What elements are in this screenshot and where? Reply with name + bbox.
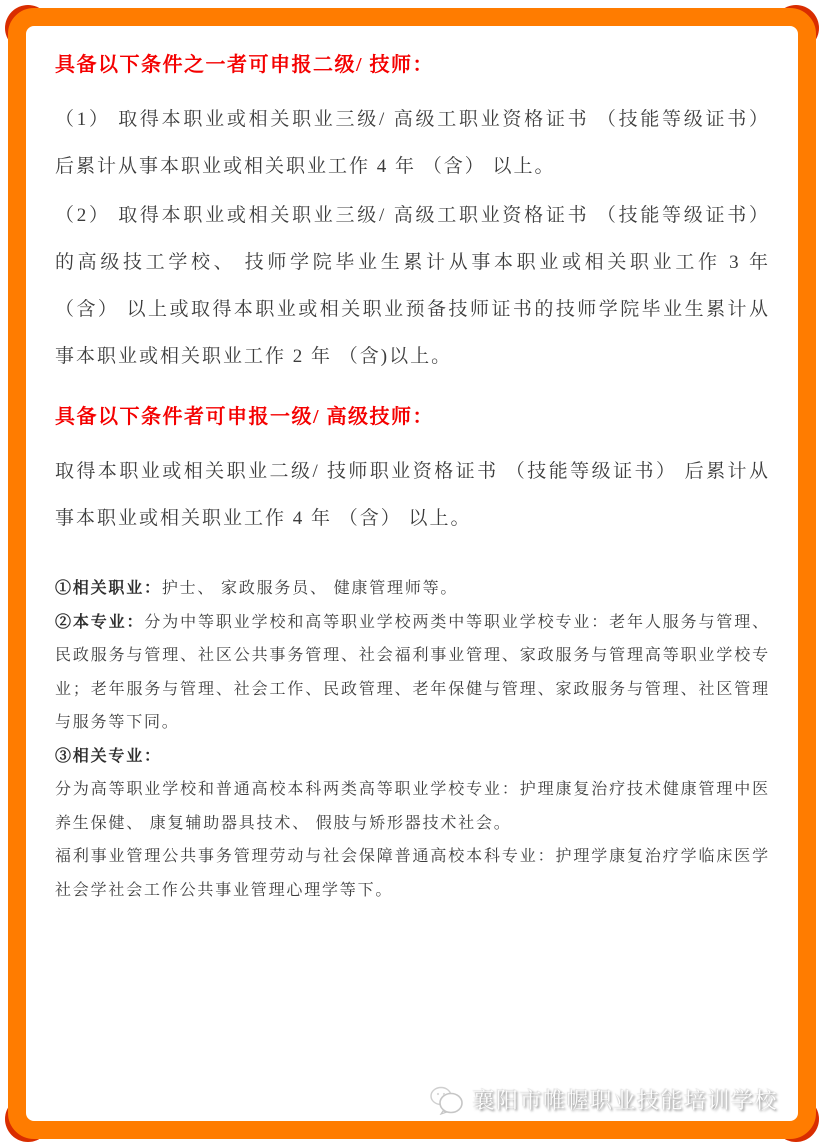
heading-level2-technician: 具备以下条件之一者可申报二级/ 技师： [55,54,435,76]
condition-paragraph-3: 取得本职业或相关职业二级/ 技师职业资格证书 （技能等级证书） 后累计从事本职业或相关职业工作 4 年 （含） 以上。 [55,461,770,529]
note-label: ③相关专业： [55,747,162,765]
document-content [26,26,798,1121]
note-label: ②本专业： [55,613,145,631]
note-label: ①相关职业： [55,580,162,597]
footnotes-section [55,572,770,907]
account-watermark [429,1084,778,1115]
condition-paragraph-2: （2） 取得本职业或相关职业三级/ 高级工职业资格证书 （技能等级证书） 的高级技工学校、 技师学院毕业生累计从事本职业或相关职业工作 3 年 （含） 以上或取得本职业或相关职业预备技师证书的技师学院毕业生累计从事本职业或相关职业工作 2 年 （含)以上。 [55,205,770,367]
chat-bubbles-school-logo-icon [429,1085,465,1115]
note-related-occupations [55,572,770,606]
note-related-majors-text-1: 分为高等职业学校和普通高校本科两类高等职业学校专业：护理康复治疗技术健康管理中医养生保健、 康复辅助器具技术、 假肢与矫形器技术社会。 [55,781,770,832]
note-related-majors-label [55,740,770,774]
watermark-school-name: 襄阳市帷幄职业技能培训学校 [472,1088,778,1113]
note-this-major [55,606,770,740]
note-text: 分为中等职业学校和高等职业学校两类中等职业学校专业：老年人服务与管理、民政服务与管理、社区公共事务管理、社会福利事业管理、家政服务与管理高等职业学校专业；老年服务与管理、社会工作、民政管理、老年保健与管理、家政服务与管理、社区管理与服务等下同。 [55,613,770,731]
heading-level1-senior-technician: 具备以下条件者可申报一级/ 高级技师： [55,406,435,428]
orange-frame [8,8,816,1139]
note-related-majors-text-2: 福利事业管理公共事务管理劳动与社会保障普通高校本科专业：护理学康复治疗学临床医学社会学社会工作公共事业管理心理学等下。 [55,848,770,899]
condition-paragraph-1: （1） 取得本职业或相关职业三级/ 高级工职业资格证书 （技能等级证书） 后累计从事本职业或相关职业工作 4 年 （含） 以上。 [55,109,770,177]
note-text: 护士、 家政服务员、 健康管理师等。 [161,580,459,597]
